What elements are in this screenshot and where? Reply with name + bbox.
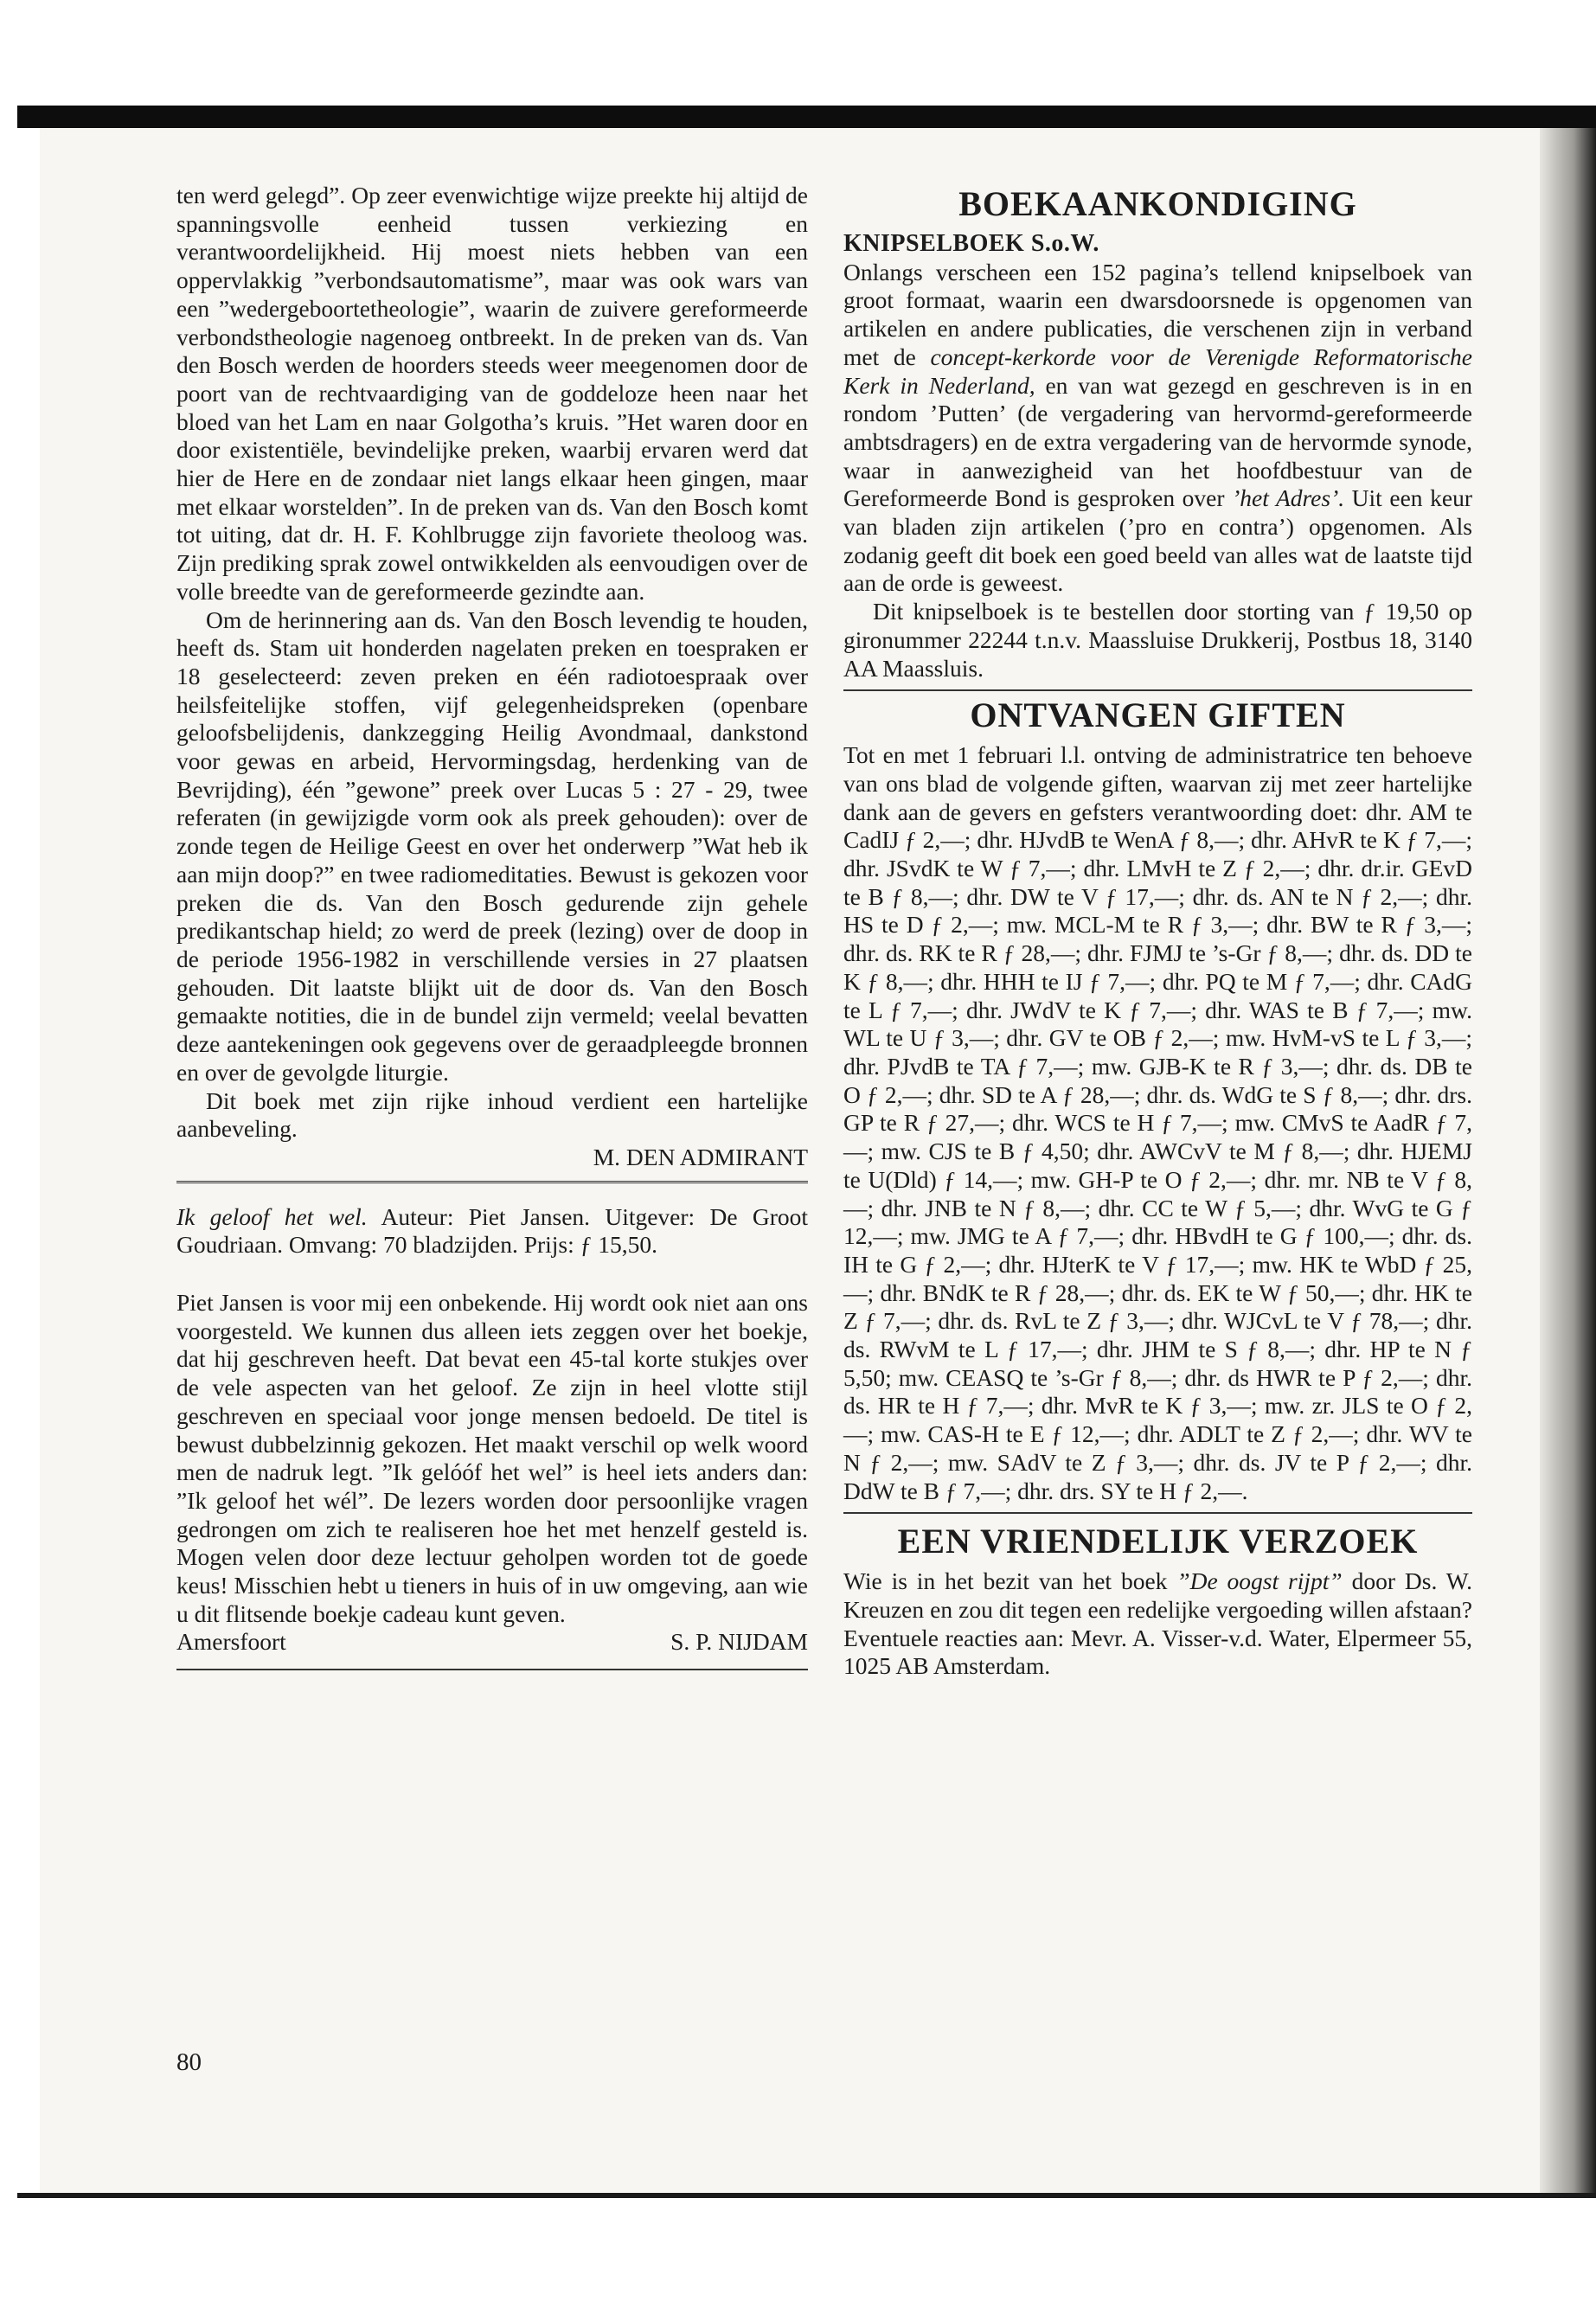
request-paragraph xyxy=(843,1567,1472,1681)
announcement-text: Onlangs verscheen een 152 pagina’s tellend knipselboek van groot formaat, waarin een dwarsdoorsnede is opgenomen van artikelen en andere publicaties, die verschenen zijn in verband met de xyxy=(843,258,1472,370)
scan-top-border xyxy=(17,106,1596,128)
gifts-list: Tot en met 1 februari l.l. ontving de administratrice ten behoeve van ons blad de volgende giften, waarvan zij met zeer hartelijke dank aan de gevers en gefsters verantwoording doet: dhr. AM te CadIJ ƒ 2,—; dhr. HJvdB te WenA ƒ 8,—; dhr. AHvR te K ƒ 7,—; dhr. JSvdK te W ƒ 7,—; dhr. LMvH te Z ƒ 2,—; dhr. dr.ir. GEvD te B ƒ 8,—; dhr. DW te V ƒ 17,—; dhr. ds. AN te N ƒ 2,—; dhr. HS te D ƒ 2,—; mw. MCL-M te R ƒ 3,—; dhr. BW te R ƒ 3,—; dhr. ds. RK te R ƒ 28,—; dhr. FJMJ te ’s-Gr ƒ 8,—; dhr. ds. DD te K ƒ 8,—; dhr. HHH te IJ ƒ 7,—; dhr. PQ te M ƒ 7,—; dhr. CAdG te L ƒ 7,—; dhr. JWdV te K ƒ 7,—; dhr. WAS te B ƒ 7,—; mw. WL te U ƒ 3,—; dhr. GV te OB ƒ 2,—; mw. HvM-vS te L ƒ 3,—; dhr. PJvdB te TA ƒ 7,—; mw. GJB-K te R ƒ 3,—; dhr. ds. DB te O ƒ 2,—; dhr. SD te A ƒ 28,—; dhr. ds. WdG te S ƒ 8,—; dhr. drs. GP te R ƒ 27,—; dhr. WCS te H ƒ 7,—; mw. CMvS te AadR ƒ 7,—; mw. CJS te B ƒ 4,50; dhr. AWCvV te M ƒ 8,—; dhr. HJEMJ te U(Dld) ƒ 14,—; mw. GH-P te O ƒ 2,—; dhr. mr. NB te V ƒ 8,—; dhr. JNB te N ƒ 8,—; dhr. CC te W ƒ 5,—; dhr. WvG te G ƒ 12,—; mw. JMG te A ƒ 7,—; dhr. HBvdH te G ƒ 100,—; dhr. ds. IH te G ƒ 2,—; dhr. HJterK te V ƒ 17,—; mw. HK te WbD ƒ 25,—; dhr. BNdK te R ƒ 28,—; dhr. ds. EK te W ƒ 50,—; dhr. HK te Z ƒ 7,—; dhr. ds. RvL te Z ƒ 3,—; dhr. WJCvL te V ƒ 78,—; dhr. ds. RWvM te L ƒ 17,—; dhr. JHM te S ƒ 8,—; dhr. HP te N ƒ 5,50; mw. CEASQ te ’s-Gr ƒ 8,—; dhr. ds HWR te P ƒ 2,—; dhr. ds. HR te H ƒ 7,—; dhr. MvR te K ƒ 3,—; mw. zr. JLS te O ƒ 2,—; mw. CAS-H te E ƒ 12,—; dhr. ADLT te Z ƒ 2,—; dhr. WV te N ƒ 2,—; mw. SAdV te Z ƒ 3,—; dhr. ds. JV te P ƒ 2,—; dhr. DdW te B ƒ 7,—; dhr. drs. SY te H ƒ 2,—. xyxy=(843,741,1472,1504)
section-divider xyxy=(843,689,1472,691)
left-column xyxy=(176,182,808,1686)
heading-vriendelijk-verzoek: EEN VRIENDELIJK VERZOEK xyxy=(897,1522,1419,1561)
subheading-knipselboek: KNIPSELBOEK S.o.W. xyxy=(843,230,1099,257)
page-number: 80 xyxy=(176,2048,202,2076)
review2-book-details: Auteur: Piet Jansen. Uitgever: De Groot Goudriaan. Omvang: 70 bladzijden. Prijs: ƒ 15,50. xyxy=(176,1202,809,1259)
right-column xyxy=(843,182,1472,1681)
request-book-title: ”De oogst rijpt” xyxy=(1176,1567,1343,1595)
review2-signature: S. P. NIJDAM xyxy=(670,1628,808,1656)
scan-bottom-border xyxy=(17,2193,1596,2198)
review2-book-title: Ik geloof het wel. xyxy=(176,1202,368,1230)
announcement-text: en van wat gezegd en geschreven is in en rondom ’Putten’ (de vergadering van hervormd-gereformeerde ambtsdragers) en de extra vergadering van de hervormde synode, waar in aanwezigheid van het hoofdbestuur van de Gereformeerde Bond is gesproken over xyxy=(843,371,1473,512)
section-divider xyxy=(176,1181,808,1186)
review1-paragraph: Om de herinnering aan ds. Van den Bosch levendig te houden, heeft ds. Stam uit honderden nagelaten preken en toespraken er 18 geselecteerd: zeven preken en één radiotoespraak over heilsfeitelijke stoffen, vijf gelegenheidspreken (openbare geloofsbelijdenis, dankzegging Heilig Avondmaal, dankstond voor gewas en arbeid, Hervormingsdag, herdenking van de Bevrijding), één ”gewone” preek over Lucas 5 : 27 - 29, twee referaten (in gewijzigde vorm ook als preek gehouden): over de zonde tegen de Heilige Geest en over het onderwerp ”Wat heb ik aan mijn doop?” en twee radiomeditaties. Bewust is gekozen voor preken die ds. Van den Bosch gedurende zijn gehele predikantschap hield; zo werd de preek (lezing) over de doop in de periode 1956-1982 in verschillende versies in 27 plaatsen gehouden. Dit laatste blijkt uit de door ds. Van den Bosch gemaakte notities, die in de bundel zijn vermeld; veelal bevatten deze aantekeningen ook gegevens over de geraadpleegde bronnen en over de gevolgde liturgie. xyxy=(176,606,808,1086)
announcement-text: Uit een keur van bladen zijn artikelen (’pro en contra’) opgenomen. Als zodanig geeft dit boek een goed beeld van alles wat de laatste tijd aan de orde is geweest. xyxy=(843,484,1472,597)
review1-paragraph: Dit boek met zijn rijke inhoud verdient een hartelijke aanbeveling. xyxy=(176,1086,808,1143)
review2-place: Amersfoort xyxy=(176,1628,286,1656)
announcement-italic-adres: ’het Adres’. xyxy=(1232,484,1345,512)
announcement-paragraph xyxy=(843,259,1472,598)
announcement-italic-title: concept-kerkorde voor de Verenigde Reformatorische Kerk in Nederland, xyxy=(843,343,1472,399)
review2-book-info xyxy=(176,1203,808,1259)
request-text: Wie is in het bezit van het boek xyxy=(843,1567,1177,1595)
review1-paragraph: ten werd gelegd”. Op zeer evenwichtige wijze preekte hij altijd de spanningsvolle eenheid tussen verkiezing en verantwoordelijkheid. Hij moest niets hebben van een oppervlakkig ”verbondsautomatisme”, maar was ook wars van een ”wedergeboortetheologie”, waarin de zuivere gereformeerde verbondstheologie nagenoeg ontbreekt. In de preken van ds. Van den Bosch werden de hoorders steeds weer meegenomen door de poort van de rechtvaardiging van de goddeloze heen naar het bloed van het Lam en naar Golgotha’s kruis. ”Het waren door en door existentiële, bevindelijke preken, waarbij ervaren werd dat hier de Here en de zondaar niet langs elkaar heen gingen, maar met elkaar worstelden”. In de preken van ds. Van den Bosch komt tot uiting, dat dr. H. F. Kohlbrugge zijn favoriete theoloog was. Zijn prediking sprak zowel ontwikkelden als eenvoudigen over de volle breedte van de gereformeerde gezindte aan. xyxy=(176,182,808,605)
page-edge-shadow xyxy=(1540,128,1596,2195)
heading-boekaankondiging: BOEKAANKONDIGING xyxy=(958,184,1357,223)
review2-signature-line xyxy=(176,1628,808,1657)
review2-paragraph: Piet Jansen is voor mij een onbekende. Hij wordt ook niet aan ons voorgesteld. We kunnen dus alleen iets zeggen over het boekje, dat hij geschreven heeft. Dat bevat een 45-tal korte stukjes over de vele aspecten van het geloof. Ze zijn in heel vlotte stijl geschreven en speciaal voor jonge mensen bedoeld. De titel is bewust dubbelzinnig gekozen. Het maakt verschil op welk woord men de nadruk legt. ”Ik gelóóf het wel” is heel iets anders dan: ”Ik geloof het wél”. De lezers worden door persoonlijke vragen gedrongen om zich te realiseren hoe het met henzelf gesteld is. Mogen velen door deze lectuur geholpen worden tot de goede keus! Misschien hebt u tieners in huis of in uw omgeving, aan wie u dit flitsende boekje cadeau kunt geven. xyxy=(176,1289,808,1627)
column-end-rule xyxy=(176,1669,808,1670)
section-divider xyxy=(843,1512,1472,1514)
heading-ontvangen-giften: ONTVANGEN GIFTEN xyxy=(970,695,1346,735)
request-text: door Ds. W. Kreuzen en zou dit tegen een redelijke vergoeding willen afstaan? Eventuele reacties aan: Mevr. A. Visser-v.d. Water, Elpermeer 55, 1025 AB Amsterdam. xyxy=(843,1567,1473,1680)
announcement-order-info: Dit knipselboek is te bestellen door storting van ƒ 19,50 op gironummer 22244 t.n.v. Maassluise Drukkerij, Postbus 18, 3140 AA Maassluis. xyxy=(843,598,1472,682)
review1-signature: M. DEN ADMIRANT xyxy=(593,1143,808,1170)
